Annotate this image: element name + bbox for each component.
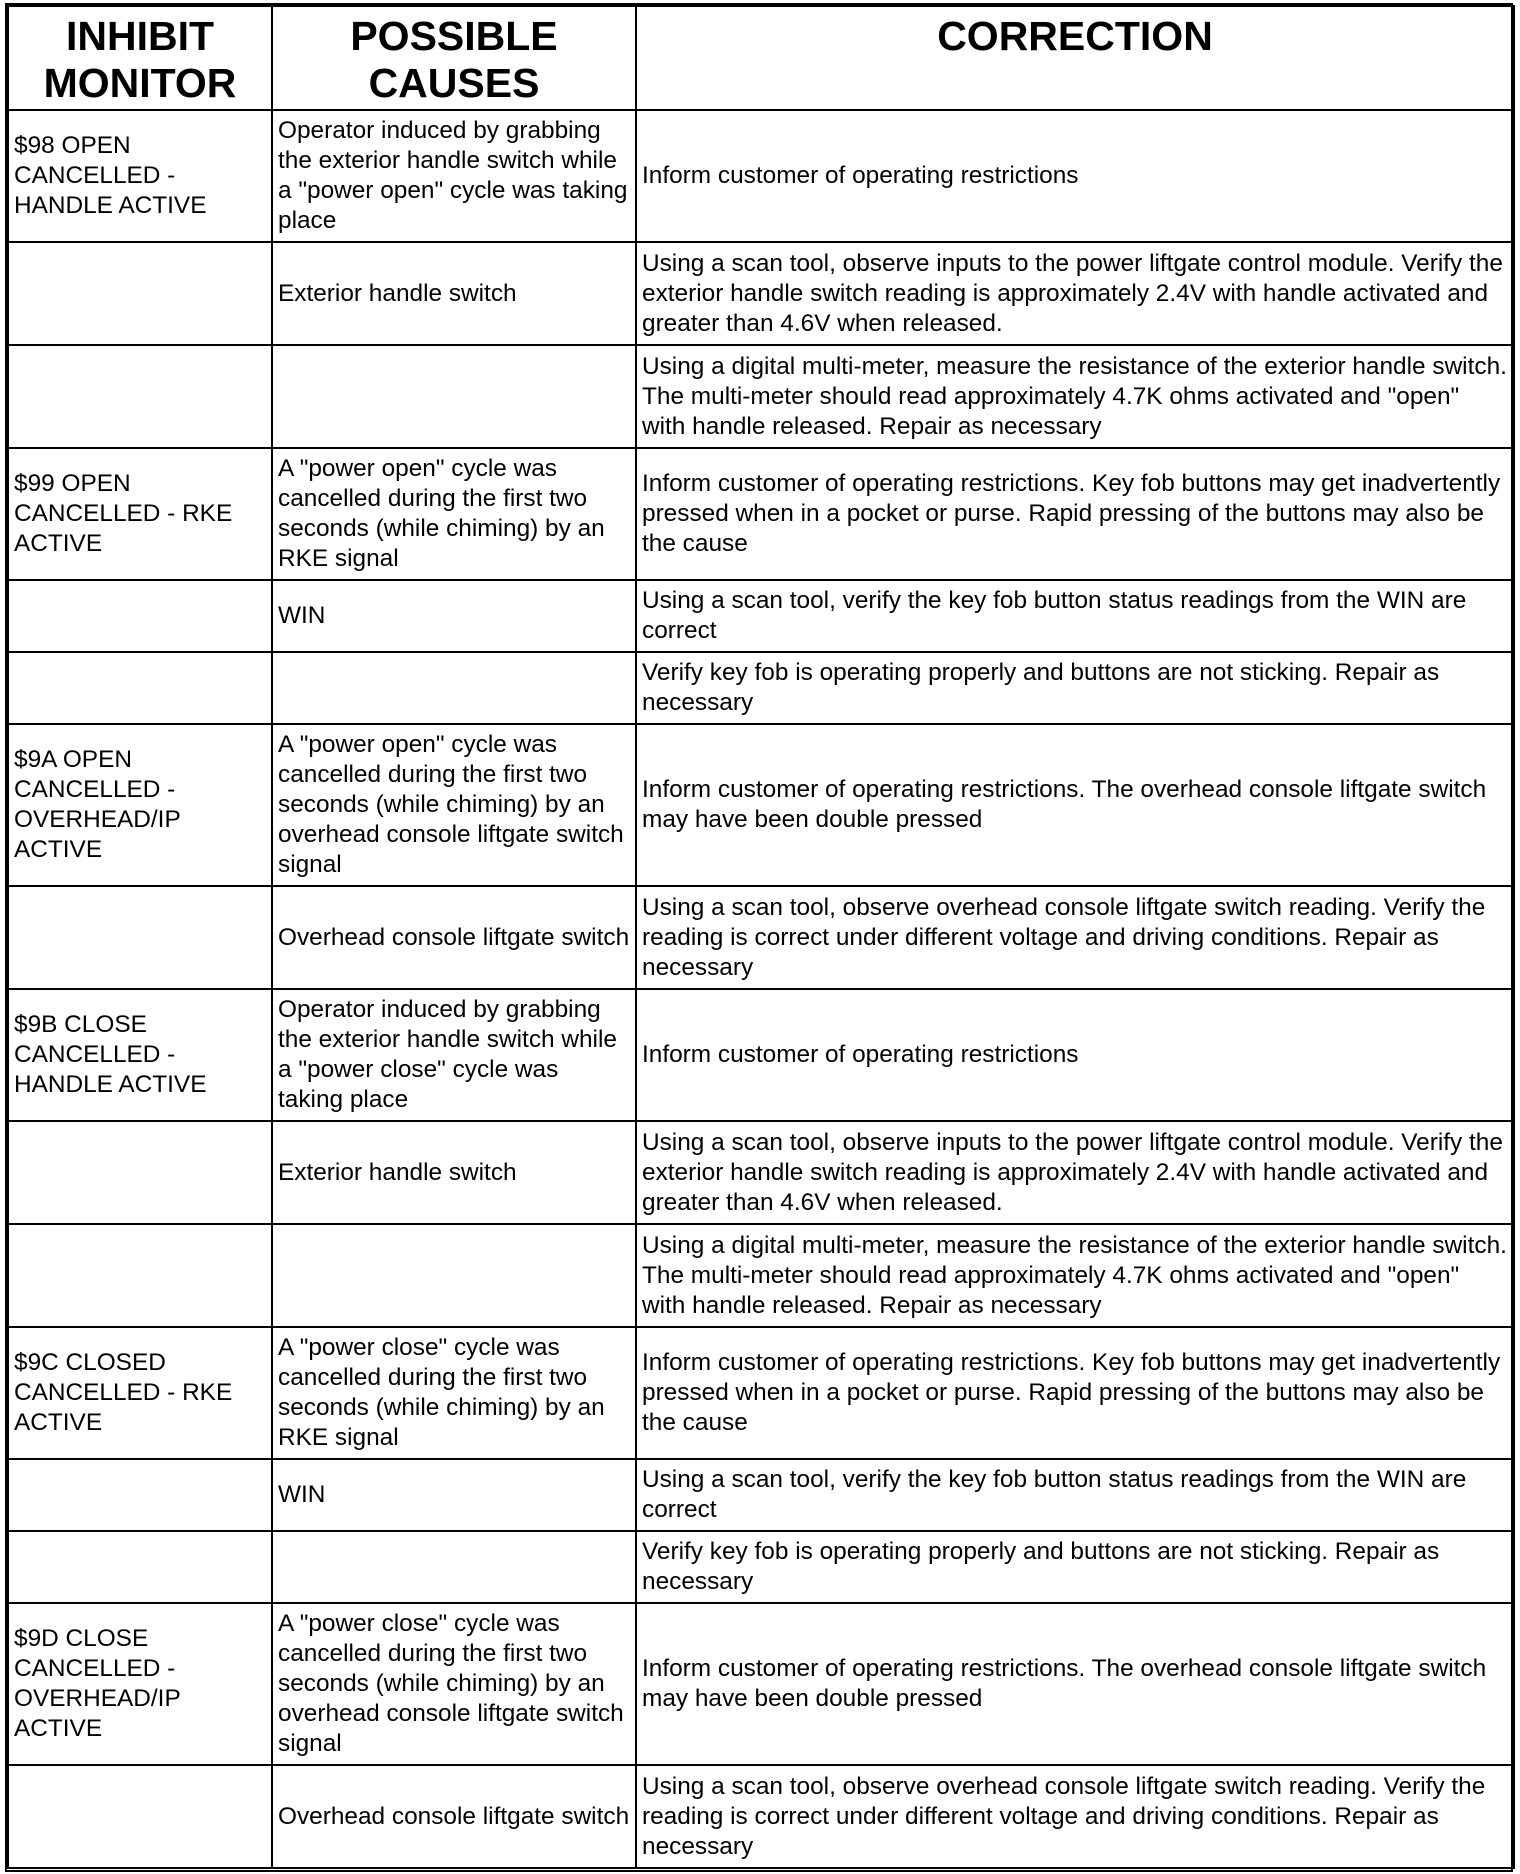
correction-cell: Using a scan tool, observe overhead console liftgate switch reading. Verify the reading is correct under different voltage and driving conditions. Repair as necessary: [636, 1765, 1514, 1868]
correction-cell: Using a scan tool, verify the key fob button status readings from the WIN are correct: [636, 580, 1514, 652]
inhibit-monitor-cell: $9C CLOSED CANCELLED - RKE ACTIVE: [8, 1327, 272, 1459]
correction-cell: Verify key fob is operating properly and buttons are not sticking. Repair as necessary: [636, 652, 1514, 724]
possible-cause-cell: WIN: [272, 580, 636, 652]
possible-cause-cell: [272, 345, 636, 448]
possible-cause-cell: A "power open" cycle was cancelled during the first two seconds (while chiming) by an overhead console liftgate switch signal: [272, 724, 636, 886]
inhibit-monitor-cell: $98 OPEN CANCELLED - HANDLE ACTIVE: [8, 110, 272, 242]
table-header: [8, 6, 1514, 110]
inhibit-monitor-cell: [8, 886, 272, 989]
correction-cell: Inform customer of operating restrictions: [636, 989, 1514, 1121]
header-inhibit-monitor: INHIBIT MONITOR: [8, 6, 272, 110]
possible-cause-cell: Overhead console liftgate switch: [272, 886, 636, 989]
table-row: [8, 886, 1514, 989]
inhibit-monitor-cell: $99 OPEN CANCELLED - RKE ACTIVE: [8, 448, 272, 580]
inhibit-monitor-cell: [8, 1765, 272, 1868]
correction-cell: Using a scan tool, verify the key fob button status readings from the WIN are correct: [636, 1459, 1514, 1531]
correction-cell: Inform customer of operating restrictions. Key fob buttons may get inadvertently pressed when in a pocket or purse. Rapid pressing of the buttons may also be the cause: [636, 1327, 1514, 1459]
correction-cell: Using a scan tool, observe inputs to the power liftgate control module. Verify the exterior handle switch reading is approximately 2.4V with handle activated and greater than 4.6V when released.: [636, 1121, 1514, 1224]
table-row: [8, 1603, 1514, 1765]
possible-cause-cell: WIN: [272, 1459, 636, 1531]
inhibit-monitor-cell: [8, 580, 272, 652]
possible-cause-cell: [272, 1531, 636, 1603]
table-row: [8, 580, 1514, 652]
correction-cell: Inform customer of operating restrictions. Key fob buttons may get inadvertently pressed when in a pocket or purse. Rapid pressing of the buttons may also be the cause: [636, 448, 1514, 580]
table-row: [8, 989, 1514, 1121]
possible-cause-cell: Exterior handle switch: [272, 242, 636, 345]
inhibit-monitor-cell: [8, 1531, 272, 1603]
table-row: [8, 1459, 1514, 1531]
table-row: [8, 448, 1514, 580]
inhibit-monitor-table: [7, 5, 1515, 1869]
possible-cause-cell: Overhead console liftgate switch: [272, 1765, 636, 1868]
possible-cause-cell: Operator induced by grabbing the exterior handle switch while a "power close" cycle was taking place: [272, 989, 636, 1121]
possible-cause-cell: A "power close" cycle was cancelled during the first two seconds (while chiming) by an RKE signal: [272, 1327, 636, 1459]
correction-cell: Using a scan tool, observe overhead console liftgate switch reading. Verify the reading is correct under different voltage and driving conditions. Repair as necessary: [636, 886, 1514, 989]
table-row: [8, 242, 1514, 345]
possible-cause-cell: Operator induced by grabbing the exterior handle switch while a "power open" cycle was taking place: [272, 110, 636, 242]
table-row: [8, 724, 1514, 886]
table-row: [8, 1531, 1514, 1603]
table-row: [8, 652, 1514, 724]
table-body: [8, 110, 1514, 1868]
inhibit-monitor-cell: $9A OPEN CANCELLED - OVERHEAD/IP ACTIVE: [8, 724, 272, 886]
table-row: [8, 345, 1514, 448]
correction-cell: Inform customer of operating restrictions: [636, 110, 1514, 242]
header-row: [8, 6, 1514, 110]
table-row: [8, 110, 1514, 242]
possible-cause-cell: A "power close" cycle was cancelled during the first two seconds (while chiming) by an overhead console liftgate switch signal: [272, 1603, 636, 1765]
inhibit-monitor-cell: [8, 1121, 272, 1224]
inhibit-monitor-cell: [8, 242, 272, 345]
inhibit-monitor-cell: [8, 652, 272, 724]
header-possible-causes: POSSIBLE CAUSES: [272, 6, 636, 110]
inhibit-monitor-cell: [8, 1224, 272, 1327]
possible-cause-cell: Exterior handle switch: [272, 1121, 636, 1224]
correction-cell: Inform customer of operating restrictions. The overhead console liftgate switch may have been double pressed: [636, 1603, 1514, 1765]
correction-cell: Using a scan tool, observe inputs to the power liftgate control module. Verify the exterior handle switch reading is approximately 2.4V with handle activated and greater than 4.6V when released.: [636, 242, 1514, 345]
possible-cause-cell: A "power open" cycle was cancelled during the first two seconds (while chiming) by an RKE signal: [272, 448, 636, 580]
correction-cell: Inform customer of operating restrictions. The overhead console liftgate switch may have been double pressed: [636, 724, 1514, 886]
possible-cause-cell: [272, 652, 636, 724]
correction-cell: Verify key fob is operating properly and buttons are not sticking. Repair as necessary: [636, 1531, 1514, 1603]
inhibit-monitor-cell: $9B CLOSE CANCELLED - HANDLE ACTIVE: [8, 989, 272, 1121]
table-row: [8, 1224, 1514, 1327]
possible-cause-cell: [272, 1224, 636, 1327]
table-row: [8, 1765, 1514, 1868]
inhibit-monitor-cell: [8, 345, 272, 448]
inhibit-monitor-cell: [8, 1459, 272, 1531]
table-row: [8, 1121, 1514, 1224]
correction-cell: Using a digital multi-meter, measure the resistance of the exterior handle switch. The multi-meter should read approximately 4.7K ohms activated and "open" with handle released. Repair as necessary: [636, 1224, 1514, 1327]
table-row: [8, 1327, 1514, 1459]
inhibit-monitor-cell: $9D CLOSE CANCELLED - OVERHEAD/IP ACTIVE: [8, 1603, 272, 1765]
header-correction: CORRECTION: [636, 6, 1514, 110]
correction-cell: Using a digital multi-meter, measure the resistance of the exterior handle switch. The multi-meter should read approximately 4.7K ohms activated and "open" with handle released. Repair as necessary: [636, 345, 1514, 448]
